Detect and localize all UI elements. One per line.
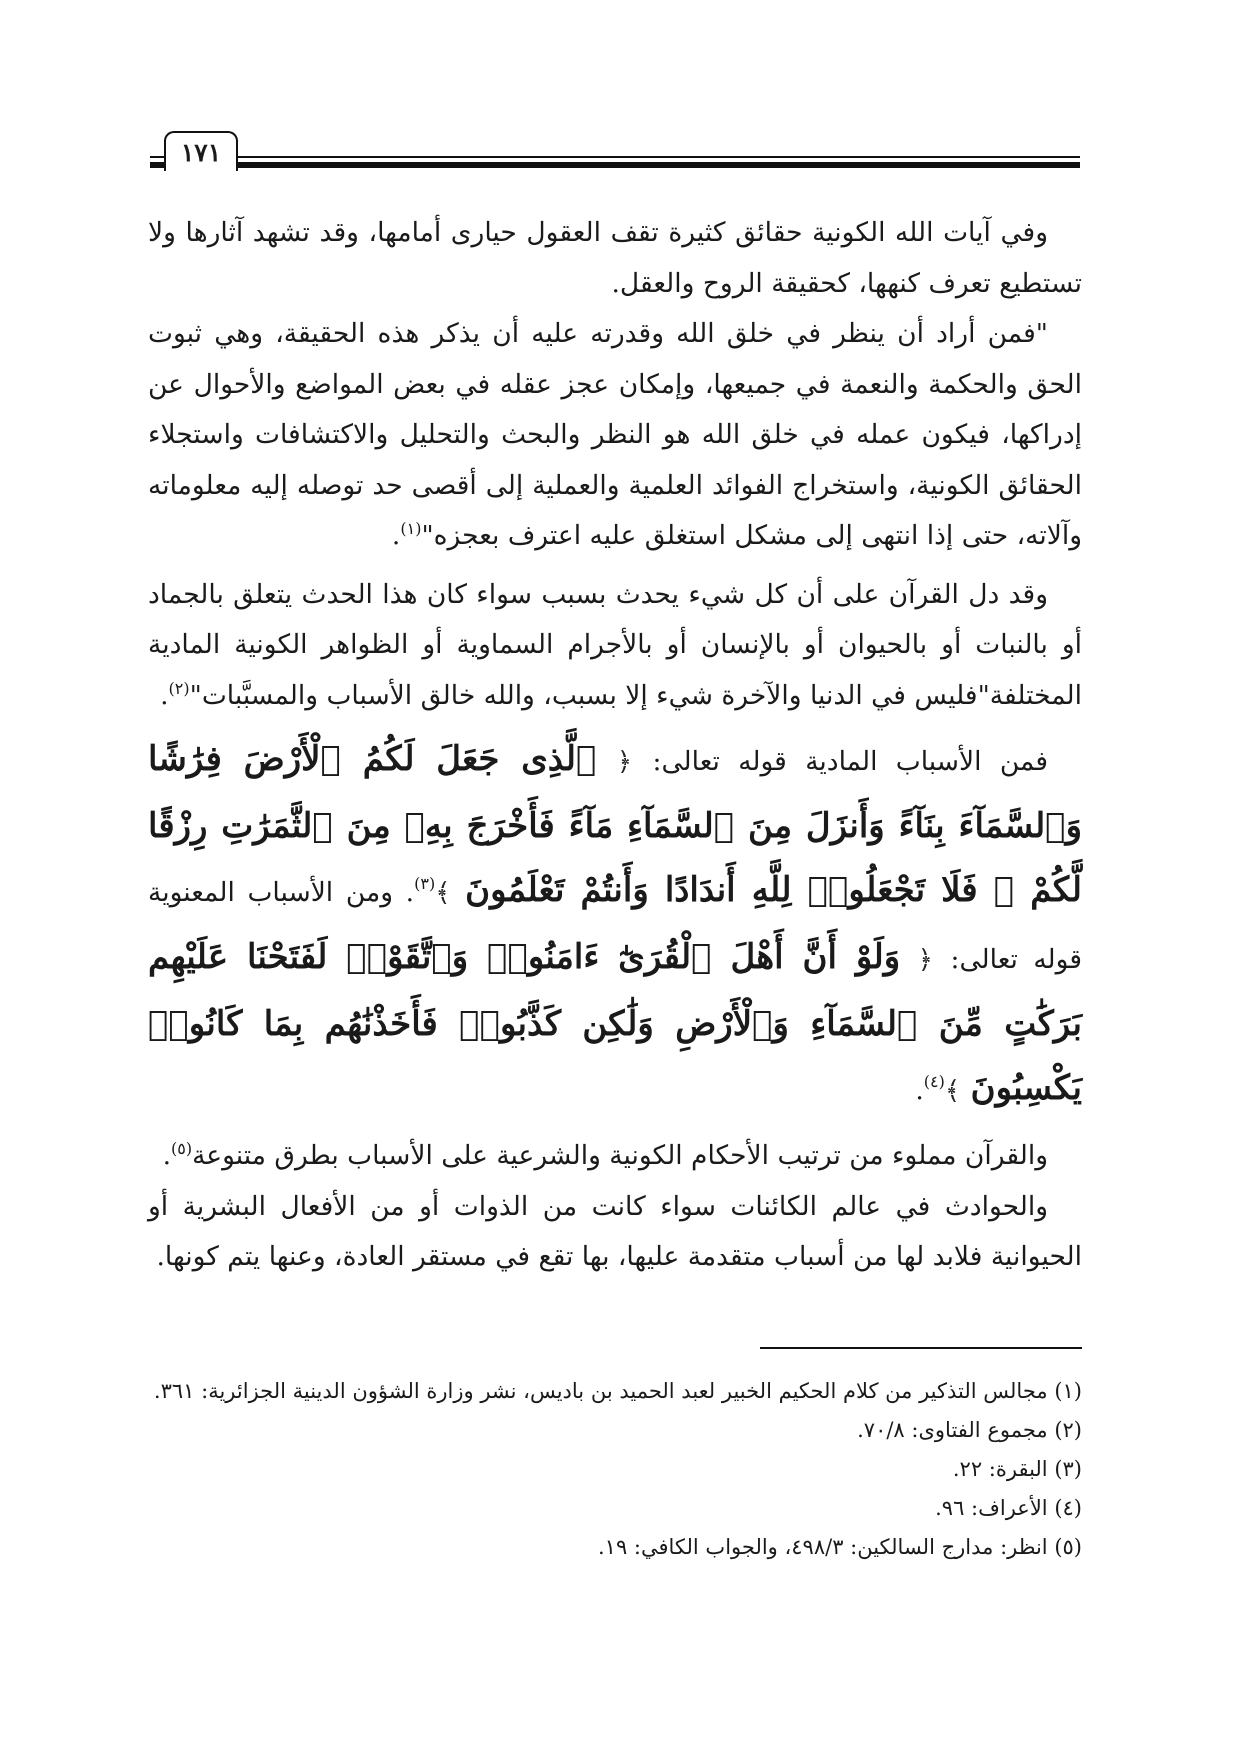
- paragraph-1: وفي آيات الله الكونية حقائق كثيرة تقف العقول حيارى أمامها، وقد تشهد آثارها ولا تستطيع تعرف كنهها، كحقيقة الروح والعقل.: [148, 217, 1082, 299]
- footnote-5: (٥) انظر: مدارج السالكين: ٤٩٨/٣، والجواب الكافي: ١٩.: [597, 1535, 1082, 1559]
- paragraph-5-text: والقرآن مملوء من ترتيب الأحكام الكونية والشرعية على الأسباب بطرق متنوعة: [192, 1140, 1048, 1171]
- paragraph-5: والقرآن مملوء من ترتيب الأحكام الكونية والشرعية على الأسباب بطرق متنوعة$^{(٥)}$.: [162, 1139, 1048, 1171]
- footnote-3: (٣) البقرة: ٢٢.: [952, 1457, 1082, 1481]
- page-number: ١٧١: [164, 131, 238, 171]
- paragraph-2-text: "فمن أراد أن ينظر في خلق الله وقدرته عليه أن يذكر هذه الحقيقة، وهي ثبوت الحق والحكمة والنعمة في جميعها، وإمكان عجز عقله في بعض المواضع والأحوال عن إدراكها، فيكون عمله في خلق الله هو النظر والبحث والتحليل والاكتشافات واستجلاء الحقائق الكونية، واستخراج الفوائد العلمية والعملية إلى أقصى حد توصله إليه معلوماته وآلاته، حتى إذا انتهى إلى مشكل استغلق عليه اعترف بعجزه": [148, 318, 1082, 551]
- header-thin-rule: [150, 156, 1080, 158]
- paragraph-4: فمن الأسباب المادية قوله تعالى: ﴿ ٱلَّذِى جَعَلَ لَكُمُ ٱلْأَرْضَ فِرَٰشًا وَٱلسَّمَآءَ بِنَآءً وَأَنزَلَ مِنَ ٱلسَّمَآءِ مَآءً فَأَخْرَجَ بِهِۦ مِنَ ٱلثَّمَرَٰتِ رِزْقًا لَّكُمْ ۖ فَلَا تَجْعَلُوا۟ لِلَّهِ أَندَادًا وَأَنتُمْ تَعْلَمُونَ ﴾$^{(٣)}$. ومن الأسباب المعنوية قوله تعالى: ﴿ وَلَوْ أَنَّ أَهْلَ ٱلْقُرَىٰٓ ءَامَنُوا۟ وَٱتَّقَوْا۟ لَفَتَحْنَا عَلَيْهِم بَرَكَٰتٍ مِّنَ ٱلسَّمَآءِ وَٱلْأَرْضِ وَلَٰكِن كَذَّبُوا۟ فَأَخَذْنَٰهُم بِمَا كَانُوا۟ يَكْسِبُونَ ﴾$^{(٤)}$.: [148, 739, 1082, 1108]
- verse-bracket-close: ﴾: [435, 878, 451, 908]
- quran-verse-1: ٱلَّذِى جَعَلَ لَكُمُ ٱلْأَرْضَ فِرَٰشًا وَٱلسَّمَآءَ بِنَآءً وَأَنزَلَ مِنَ ٱلسَّمَآءِ مَآءً فَأَخْرَجَ بِهِۦ مِنَ ٱلثَّمَرَٰتِ رِزْقًا لَّكُمْ ۖ فَلَا تَجْعَلُوا۟ لِلَّهِ أَندَادًا وَأَنتُمْ تَعْلَمُونَ: [148, 739, 1082, 910]
- footnote-4: (٤) الأعراف: ٩٦.: [935, 1496, 1082, 1520]
- footnote-ref-4: (٤): [923, 1072, 945, 1091]
- paragraph-3: وقد دل القرآن على أن كل شيء يحدث بسبب سواء كان هذا الحدث يتعلق بالجماد أو بالنبات أو بالحيوان أو بالإنسان أو بالأجرام السماوية أو الظواهر الكونية المادية المختلفة"فليس في الدنيا والآخرة شيء إلا بسبب، والله خالق الأسباب والمسبَّبات"$^{(٢)}$.: [148, 578, 1082, 711]
- footnote-2: (٢) مجموع الفتاوى: ٧٠/٨.: [857, 1418, 1082, 1442]
- paragraph-2: "فمن أراد أن ينظر في خلق الله وقدرته عليه أن يذكر هذه الحقيقة، وهي ثبوت الحق والحكمة والنعمة في جميعها، وإمكان عجز عقله في بعض المواضع والأحوال عن إدراكها، فيكون عمله في خلق الله هو النظر والبحث والتحليل والاكتشافات واستجلاء الحقائق الكونية، واستخراج الفوائد العلمية والعملية إلى أقصى حد توصله إليه معلوماته وآلاته، حتى إذا انتهى إلى مشكل استغلق عليه اعترف بعجزه"$^{(١)}$.: [148, 318, 1082, 551]
- quran-verse-2: وَلَوْ أَنَّ أَهْلَ ٱلْقُرَىٰٓ ءَامَنُوا۟ وَٱتَّقَوْا۟ لَفَتَحْنَا عَلَيْهِم بَرَكَٰتٍ مِّنَ ٱلسَّمَآءِ وَٱلْأَرْضِ وَلَٰكِن كَذَّبُوا۟ فَأَخَذْنَٰهُم بِمَا كَانُوا۟ يَكْسِبُونَ: [148, 937, 1082, 1108]
- footnote-ref-2: (٢): [168, 678, 190, 698]
- paragraph-4-intro: فمن الأسباب المادية قوله تعالى:: [652, 746, 1049, 777]
- paragraph-6: والحوادث في عالم الكائنات سواء كانت من الذوات أو من الأفعال البشرية أو الحيوانية فلابد لها من أسباب متقدمة عليها، بها تقع في مستقر العادة، وعنها يتم كونها.: [148, 1190, 1082, 1272]
- verse-bracket-open: ﴿: [616, 747, 633, 777]
- paragraph-3-text: وقد دل القرآن على أن كل شيء يحدث بسبب سواء كان هذا الحدث يتعلق بالجماد أو بالنبات أو بالحيوان أو بالإنسان أو بالأجرام السماوية أو الظواهر الكونية المادية المختلفة"فليس في الدنيا والآخرة شيء إلا بسبب، والله خالق الأسباب والمسبَّبات": [148, 578, 1082, 711]
- footnote-ref-3: (٣): [414, 874, 436, 893]
- verse-bracket-close-2: ﴾: [944, 1076, 961, 1106]
- page-header: [150, 128, 1080, 168]
- header-thick-rule: [150, 162, 1080, 168]
- footnote-ref-1: (١): [400, 519, 422, 539]
- paragraph-4-mid: ومن الأسباب المعنوية قوله تعالى:: [148, 877, 1082, 975]
- main-text: [148, 208, 1082, 1283]
- verse-bracket-open-2: ﴿: [917, 945, 933, 975]
- footnote-separator: [760, 1347, 1082, 1349]
- footnotes: [148, 1372, 1082, 1567]
- footnote-ref-5: (٥): [171, 1139, 193, 1159]
- footnote-1: (١) مجالس التذكير من كلام الحكيم الخبير لعبد الحميد بن باديس، نشر وزارة الشؤون الدينية الجزائرية: ٣٦١.: [153, 1379, 1082, 1403]
